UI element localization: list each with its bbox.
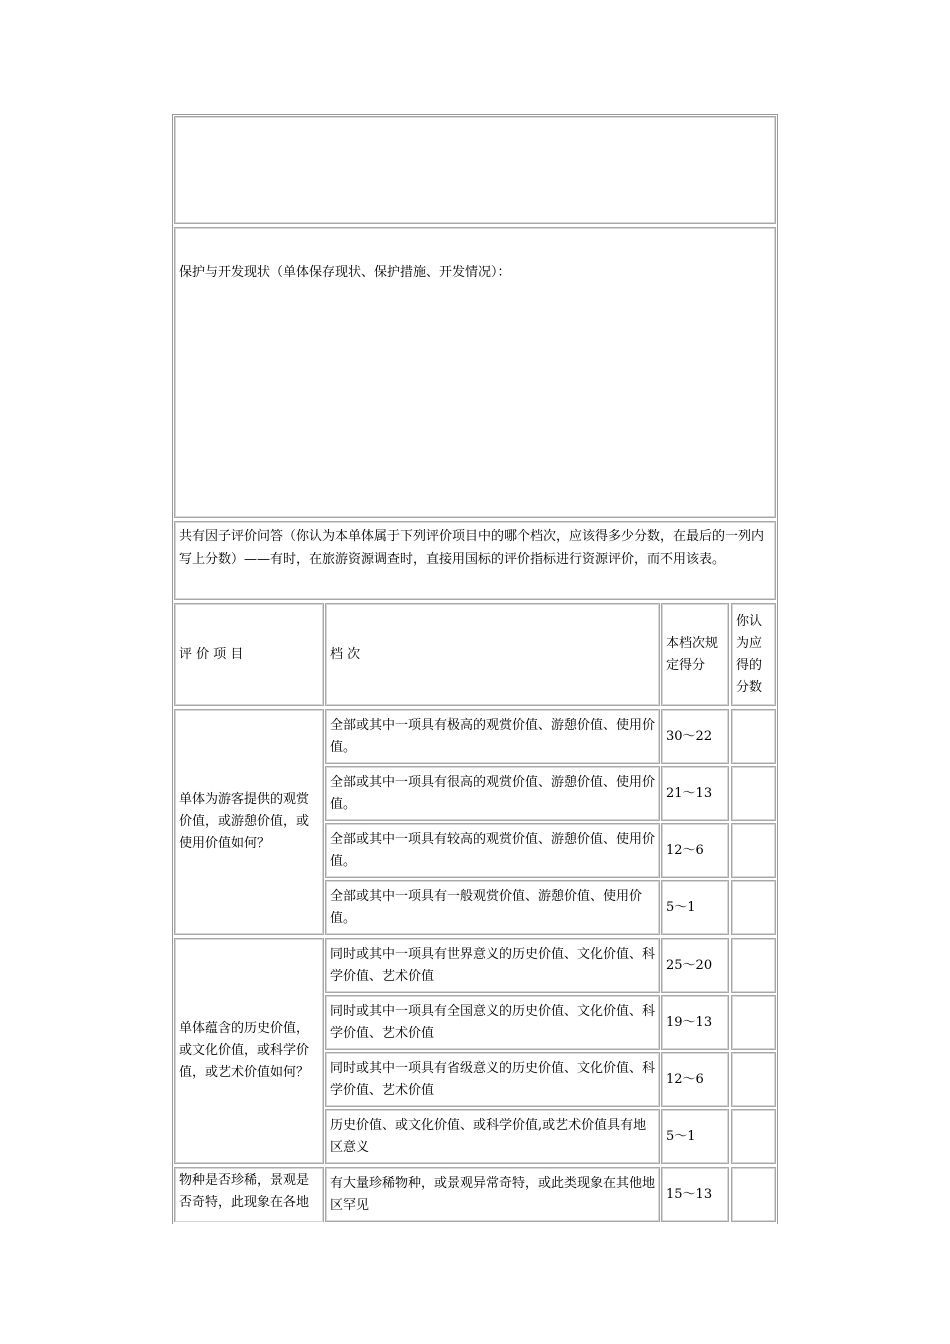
your-score-cell[interactable]: [731, 880, 776, 935]
header-your-score: 你认为应得的分数: [731, 603, 776, 706]
score-cell: 21～13: [661, 766, 729, 821]
protection-status-box: [174, 227, 776, 518]
header-level: 档 次: [325, 603, 660, 706]
group-question: 物种是否珍稀，景观是否奇特，此现象在各地: [174, 1167, 324, 1222]
your-score-cell[interactable]: [731, 995, 776, 1050]
score-cell: 19～13: [661, 995, 729, 1050]
score-cell: 25～20: [661, 938, 729, 993]
level-cell: 有大量珍稀物种，或景观异常奇特，或此类现象在其他地区罕见: [325, 1167, 660, 1222]
your-score-cell[interactable]: [731, 823, 776, 878]
level-cell: 同时或其中一项具有全国意义的历史价值、文化价值、科学价值、艺术价值: [325, 995, 660, 1050]
evaluation-intro: [174, 521, 776, 600]
your-score-cell[interactable]: [731, 709, 776, 764]
level-cell: 同时或其中一项具有省级意义的历史价值、文化价值、科学价值、艺术价值: [325, 1052, 660, 1107]
level-cell: 全部或其中一项具有极高的观赏价值、游憩价值、使用价值。: [325, 709, 660, 764]
header-item: 评 价 项 目: [174, 603, 324, 706]
header-score: 本档次规定得分: [661, 603, 729, 706]
your-score-cell[interactable]: [731, 1167, 776, 1222]
score-cell: 15～13: [661, 1167, 729, 1222]
evaluation-intro-text: 共有因子评价问答（你认为本单体属于下列评价项目中的哪个档次，应该得多少分数，在最后的一列内写上分数）——有时，在旅游资源调查时，直接用国标的评价指标进行资源评价，而不用该表。: [179, 529, 765, 567]
level-cell: 全部或其中一项具有一般观赏价值、游憩价值、使用价值。: [325, 880, 660, 935]
score-cell: 5～1: [661, 880, 729, 935]
your-score-cell[interactable]: [731, 1109, 776, 1164]
level-cell: 同时或其中一项具有世界意义的历史价值、文化价值、科学价值、艺术价值: [325, 938, 660, 993]
level-cell: 全部或其中一项具有很高的观赏价值、游憩价值、使用价值。: [325, 766, 660, 821]
your-score-cell[interactable]: [731, 766, 776, 821]
group-question: 单体为游客提供的观赏价值，或游憩价值，或使用价值如何？: [174, 709, 324, 935]
your-score-cell[interactable]: [731, 938, 776, 993]
score-cell: 12～6: [661, 1052, 729, 1107]
protection-status-label: 保护与开发现状（单体保存现状、保护措施、开发情况）：: [179, 265, 511, 280]
score-cell: 30～22: [661, 709, 729, 764]
score-cell: 12～6: [661, 823, 729, 878]
group-question: 单体蕴含的历史价值，或文化价值，或科学价值，或艺术价值如何？: [174, 938, 324, 1164]
level-cell: 全部或其中一项具有较高的观赏价值、游憩价值、使用价值。: [325, 823, 660, 878]
blank-box: [174, 116, 776, 224]
your-score-cell[interactable]: [731, 1052, 776, 1107]
score-cell: 5～1: [661, 1109, 729, 1164]
level-cell: 历史价值、或文化价值、或科学价值,或艺术价值具有地区意义: [325, 1109, 660, 1164]
